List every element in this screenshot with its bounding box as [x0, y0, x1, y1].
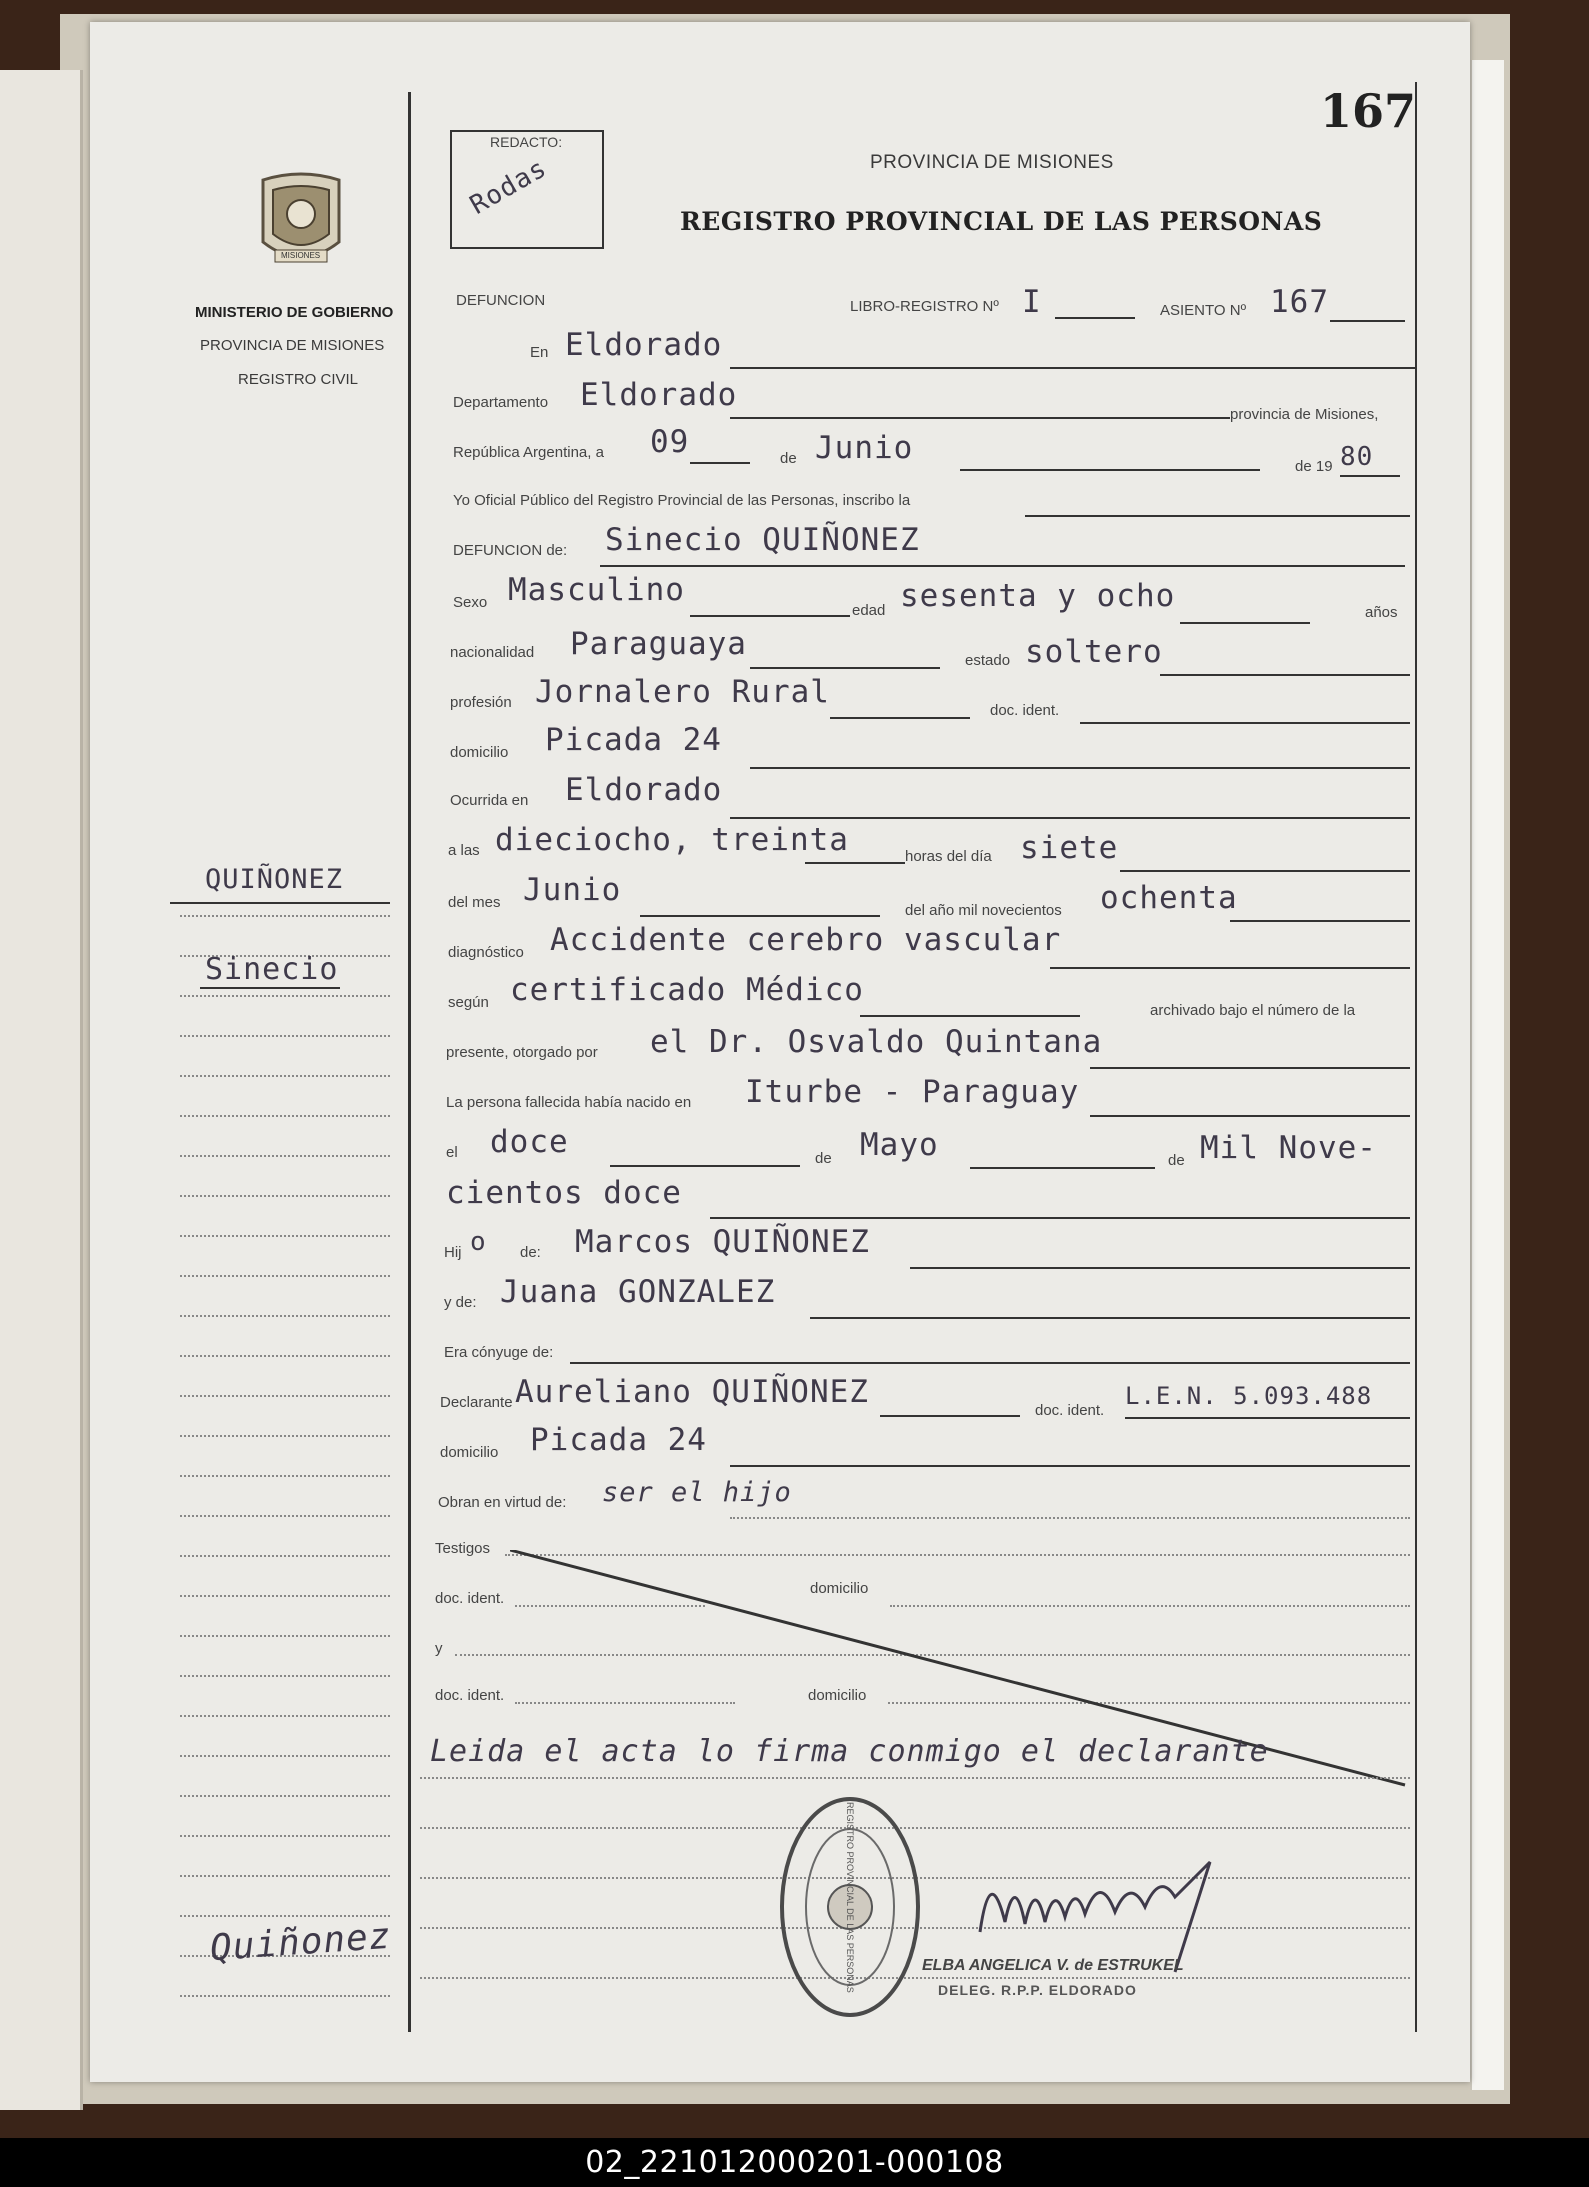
label-edad: edad	[852, 602, 886, 619]
label-sexo: Sexo	[453, 594, 488, 611]
label-departamento: Departamento	[453, 394, 549, 411]
label-en: En	[530, 344, 549, 361]
label-anos: años	[1365, 604, 1398, 621]
page-number: 167	[1320, 84, 1417, 138]
label-ocurrida: Ocurrida en	[450, 792, 529, 809]
label-de4: de	[1168, 1152, 1185, 1169]
margin-surname-underline	[170, 902, 390, 904]
label-segun: según	[448, 994, 489, 1011]
label-t-dom2: domicilio	[808, 1687, 867, 1704]
label-oficial: Yo Oficial Público del Registro Provincial de las Personas, inscribo la	[453, 492, 911, 509]
label-provincia: provincia de Misiones,	[1230, 406, 1379, 423]
value-nacionalidad: Paraguaya	[570, 626, 747, 662]
value-segun: certificado Médico	[510, 972, 864, 1008]
label-t-dom1: domicilio	[810, 1580, 869, 1597]
label-decl-domicilio: domicilio	[440, 1444, 499, 1461]
label-de3: de	[815, 1150, 832, 1167]
label-delanio: del año mil novecientos	[905, 902, 1062, 919]
value-nac-anio2: cientos doce	[446, 1175, 682, 1211]
header-province: PROVINCIA DE MISIONES	[870, 152, 1114, 173]
label-obran: Obran en virtud de:	[438, 1494, 567, 1511]
label-hijo-de: de:	[520, 1244, 541, 1261]
value-padre: Marcos QUIÑONEZ	[575, 1224, 870, 1260]
value-en: Eldorado	[565, 327, 723, 363]
label-decl-doc: doc. ident.	[1035, 1402, 1105, 1419]
label-de2: de 19	[1295, 458, 1333, 475]
label-t-y: y	[435, 1640, 443, 1657]
value-alas: dieciocho, treinta	[495, 822, 849, 858]
value-nac-mes: Mayo	[860, 1127, 939, 1163]
footer-label: 02_221012000201-000108	[585, 2145, 1004, 2180]
label-republica: República Argentina, a	[453, 444, 604, 461]
label-t-doc2: doc. ident.	[435, 1687, 505, 1704]
label-nacionalidad: nacionalidad	[450, 644, 535, 661]
left-province: PROVINCIA DE MISIONES	[200, 337, 385, 354]
label-testigos: Testigos	[435, 1540, 491, 1557]
value-domicilio: Picada 24	[545, 722, 722, 758]
value-defuncion-de: Sinecio QUIÑONEZ	[605, 522, 920, 558]
left-ministry: MINISTERIO DE GOBIERNO	[195, 304, 394, 321]
label-declarante: Declarante	[440, 1394, 513, 1411]
value-el: doce	[490, 1124, 569, 1160]
value-hijo-suffix: o	[470, 1227, 487, 1257]
margin-given-name: Sinecio	[205, 952, 339, 987]
left-civil: REGISTRO CIVIL	[238, 371, 359, 388]
value-madre: Juana GONZALEZ	[500, 1274, 776, 1310]
official-title: DELEG. R.P.P. ELDORADO	[938, 1982, 1137, 1998]
coat-of-arms-icon	[257, 172, 345, 272]
seal-circle-text: REGISTRO PROVINCIAL DE LAS PERSONAS	[845, 1802, 855, 1993]
value-ocurrida: Eldorado	[565, 772, 723, 808]
redacto-label: REDACTO:	[490, 134, 563, 150]
label-asiento: ASIENTO Nº	[1160, 302, 1247, 319]
label-horas: horas del día	[905, 848, 992, 865]
value-diagnostico: Accidente cerebro vascular	[550, 922, 1062, 958]
label-defuncion-de: DEFUNCION de:	[453, 542, 568, 559]
page-stack-edge	[1470, 60, 1504, 2090]
label-diagnostico: diagnóstico	[448, 944, 524, 961]
seal-text: MISIONES	[281, 251, 321, 260]
label-delmes: del mes	[448, 894, 501, 911]
label-docident: doc. ident.	[990, 702, 1060, 719]
value-presente: el Dr. Osvaldo Quintana	[650, 1024, 1103, 1060]
value-estado: soltero	[1025, 634, 1163, 670]
value-delmes: Junio	[523, 872, 622, 908]
label-profesion: profesión	[450, 694, 512, 711]
redacto-signature: Rodas	[465, 153, 553, 221]
value-sexo: Masculino	[508, 572, 685, 608]
header-registry: REGISTRO PROVINCIAL DE LAS PERSONAS	[680, 207, 1323, 236]
value-declarante: Aureliano QUIÑONEZ	[515, 1374, 869, 1410]
label-domicilio: domicilio	[450, 744, 509, 761]
value-libro: I	[1022, 284, 1042, 320]
value-departamento: Eldorado	[580, 377, 738, 413]
value-obran: ser el hijo	[602, 1477, 792, 1508]
label-conyuge: Era cónyuge de:	[444, 1344, 554, 1361]
value-nac-anio1: Mil Nove-	[1200, 1130, 1377, 1166]
value-dia-ocurrencia: siete	[1020, 830, 1119, 866]
value-delanio: ochenta	[1100, 880, 1238, 916]
margin-surname: QUIÑONEZ	[205, 864, 344, 895]
label-de1: de	[780, 450, 797, 467]
label-estado: estado	[965, 652, 1011, 669]
redacto-box	[450, 130, 604, 249]
official-name: ELBA ANGELICA V. de ESTRUKEL	[922, 1957, 1184, 1974]
label-archivado: archivado bajo el número de la	[1150, 1002, 1356, 1019]
label-defuncion: DEFUNCION	[456, 292, 546, 309]
label-el: el	[446, 1144, 458, 1161]
right-rule	[1415, 82, 1417, 2032]
label-presente: presente, otorgado por	[446, 1044, 598, 1061]
value-anio: 80	[1340, 442, 1374, 472]
left-page-edge	[0, 70, 83, 2110]
label-nacido: La persona fallecida había nacido en	[446, 1094, 692, 1111]
label-alas: a las	[448, 842, 480, 859]
value-leida: Leida el acta lo firma conmigo el declarante	[430, 1734, 1269, 1769]
value-edad: sesenta y ocho	[900, 578, 1176, 614]
label-hijo: Hij	[444, 1244, 462, 1261]
label-libro: LIBRO-REGISTRO Nº	[850, 298, 999, 315]
value-dia: 09	[650, 424, 690, 460]
document-page	[90, 22, 1470, 2082]
value-mes: Junio	[815, 430, 914, 466]
value-nacido: Iturbe - Paraguay	[745, 1074, 1080, 1110]
value-decl-doc: L.E.N. 5.093.488	[1125, 1382, 1373, 1410]
official-seal-icon	[775, 1792, 925, 2022]
margin-signature: Quiñonez	[208, 1915, 393, 1970]
margin-rule	[408, 92, 411, 2032]
value-decl-domicilio: Picada 24	[530, 1422, 707, 1458]
margin-given-underline	[200, 987, 340, 989]
value-asiento: 167	[1270, 284, 1329, 320]
value-profesion: Jornalero Rural	[535, 674, 830, 710]
label-t-doc1: doc. ident.	[435, 1590, 505, 1607]
label-yde: y de:	[444, 1294, 477, 1311]
